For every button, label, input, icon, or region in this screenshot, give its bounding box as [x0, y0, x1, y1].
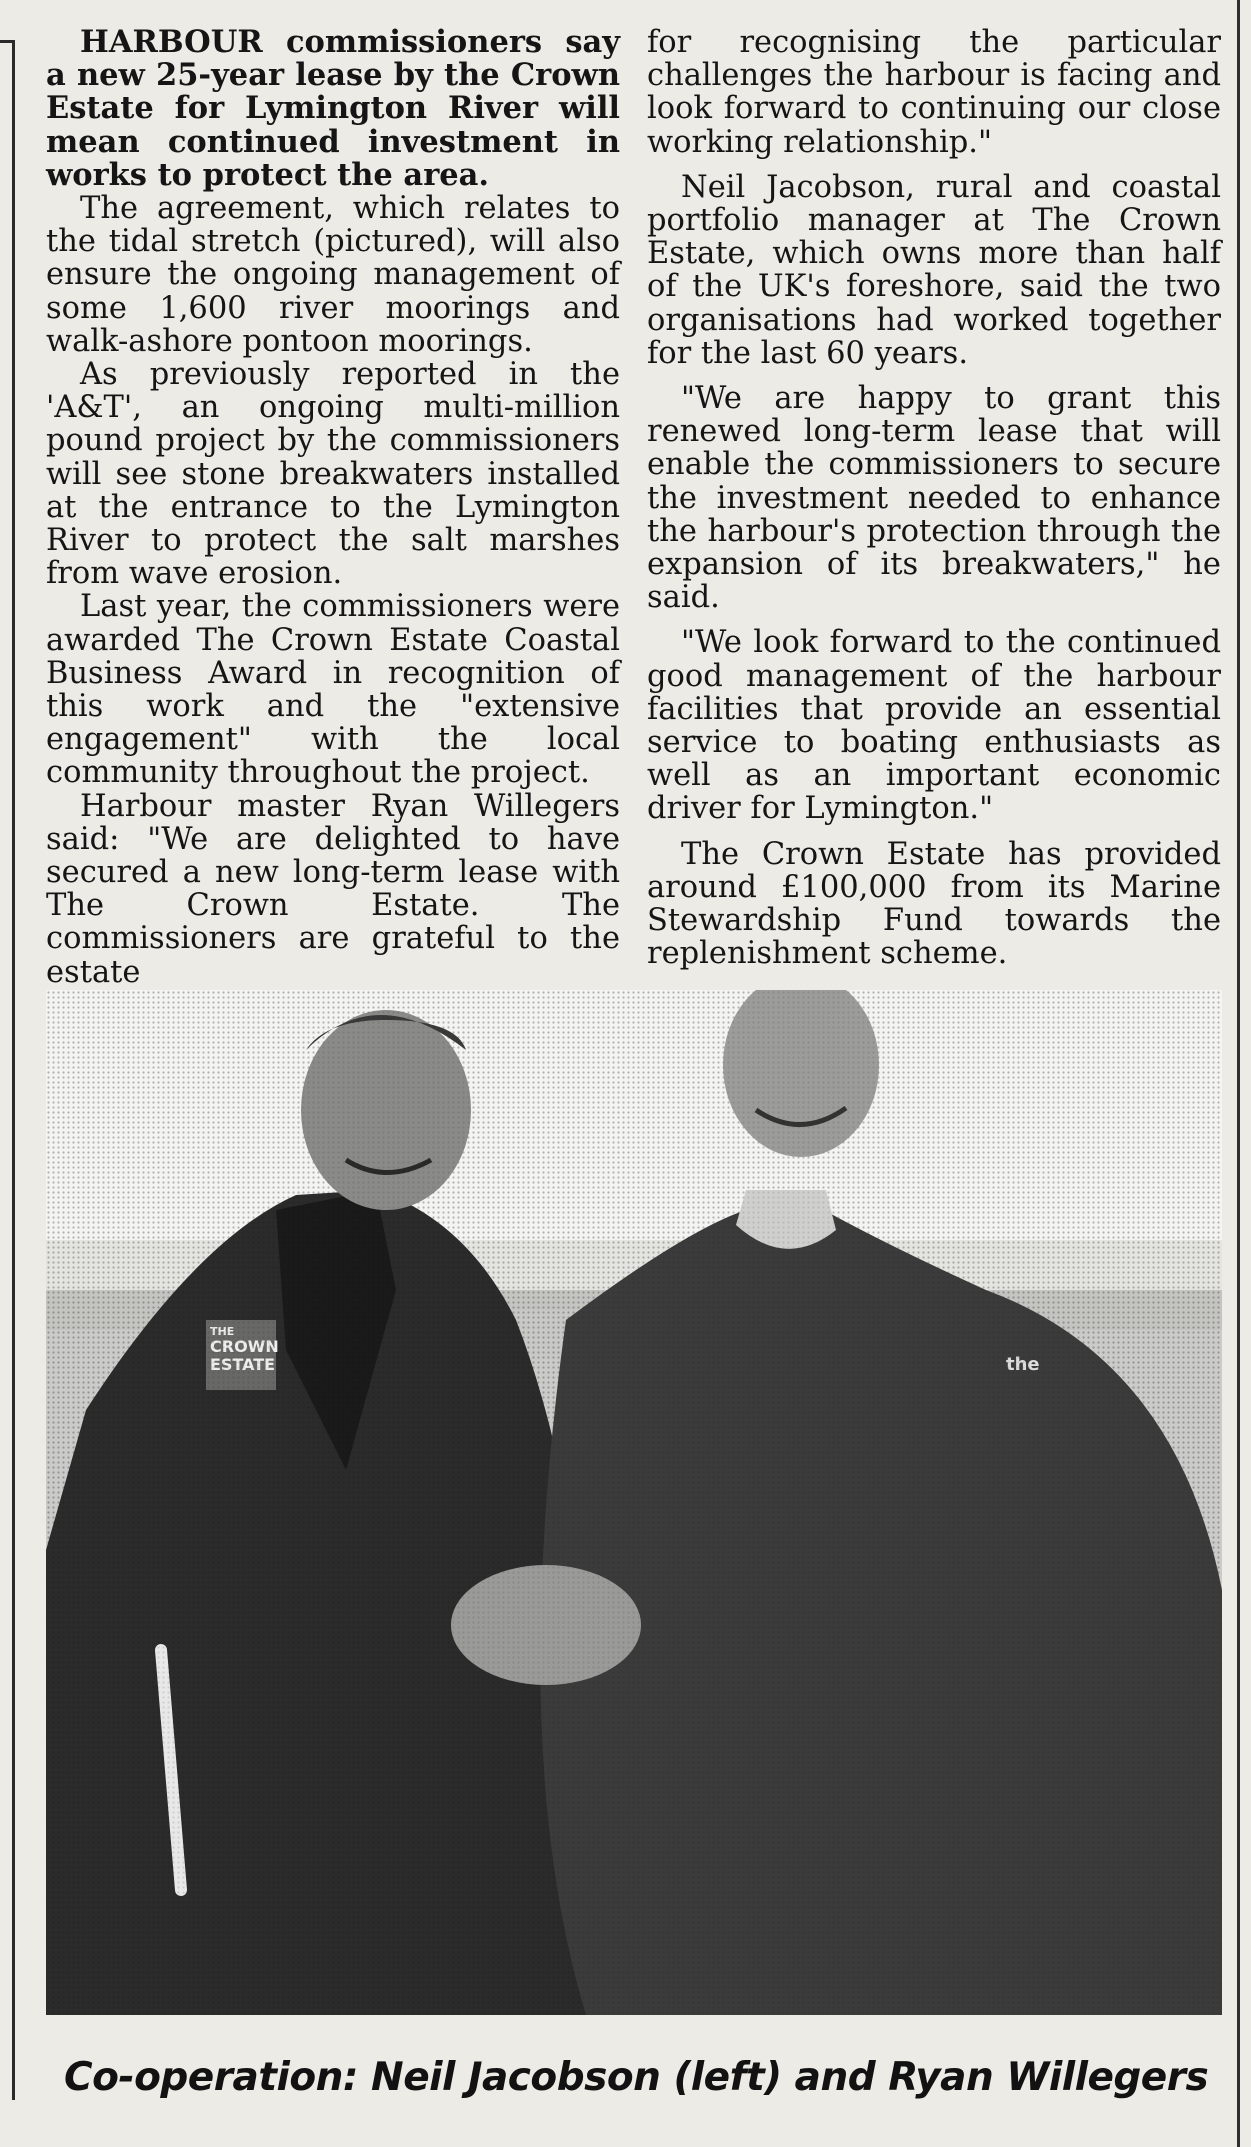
left-column-rule: [12, 40, 15, 2100]
article-paragraph: The agreement, which relates to the tidal stretch (pictured), will also ensure the ongoing management of some 1,600 river moorings and walk-ashore pontoon moorings.: [46, 191, 620, 359]
article-paragraph: for recognising the particular challenges the harbour is facing and look forward to continuing our close working relationship.": [647, 25, 1221, 160]
article-paragraph: Last year, the commissioners were awarded The Crown Estate Coastal Business Award in recognition of this work and the "extensive engagement" with the local community throughout the project.: [46, 589, 620, 791]
article-paragraph: As previously reported in the 'A&T', an ongoing multi-million pound project by the commissioners will see stone breakwaters installed at the entrance to the Lymington River to protect the salt marshes from wave erosion.: [46, 357, 620, 592]
article-right-column: [647, 26, 1221, 982]
photo-caption: Co-operation: Neil Jacobson (left) and Ryan Willegers: [64, 2055, 1209, 2100]
right-column-rule: [1237, 0, 1240, 2147]
photo-illustration: [46, 990, 1222, 2015]
article-paragraph: Neil Jacobson, rural and coastal portfolio manager at The Crown Estate, which owns more than half of the UK's foreshore, said the two organisations had worked together for the last 60 years.: [647, 169, 1221, 371]
left-rule-tick: [0, 40, 14, 43]
article-body: [46, 24, 1224, 990]
article-left-column: [46, 26, 620, 989]
news-photo: [46, 990, 1222, 2015]
article-paragraph: "We look forward to the continued good management of the harbour facilities that provide an essential service to boating enthusiasts as well as an important economic driver for Lymington.": [647, 625, 1221, 827]
article-lede: HARBOUR commissioners say a new 25-year lease by the Crown Estate for Lymington River will mean continued investment in works to protect the area.: [46, 24, 620, 193]
article-paragraph: "We are happy to grant this renewed long-term lease that will enable the commissioners to secure the investment needed to enhance the harbour's protection through the expansion of its breakwaters," he said.: [647, 381, 1221, 616]
article-paragraph: The Crown Estate has provided around £100,000 from its Marine Stewardship Fund towards the replenishment scheme.: [647, 836, 1221, 972]
article-paragraph: Harbour master Ryan Willegers said: "We are delighted to have secured a new long-term lease with The Crown Estate. The commissioners are grateful to the estate: [46, 788, 620, 990]
